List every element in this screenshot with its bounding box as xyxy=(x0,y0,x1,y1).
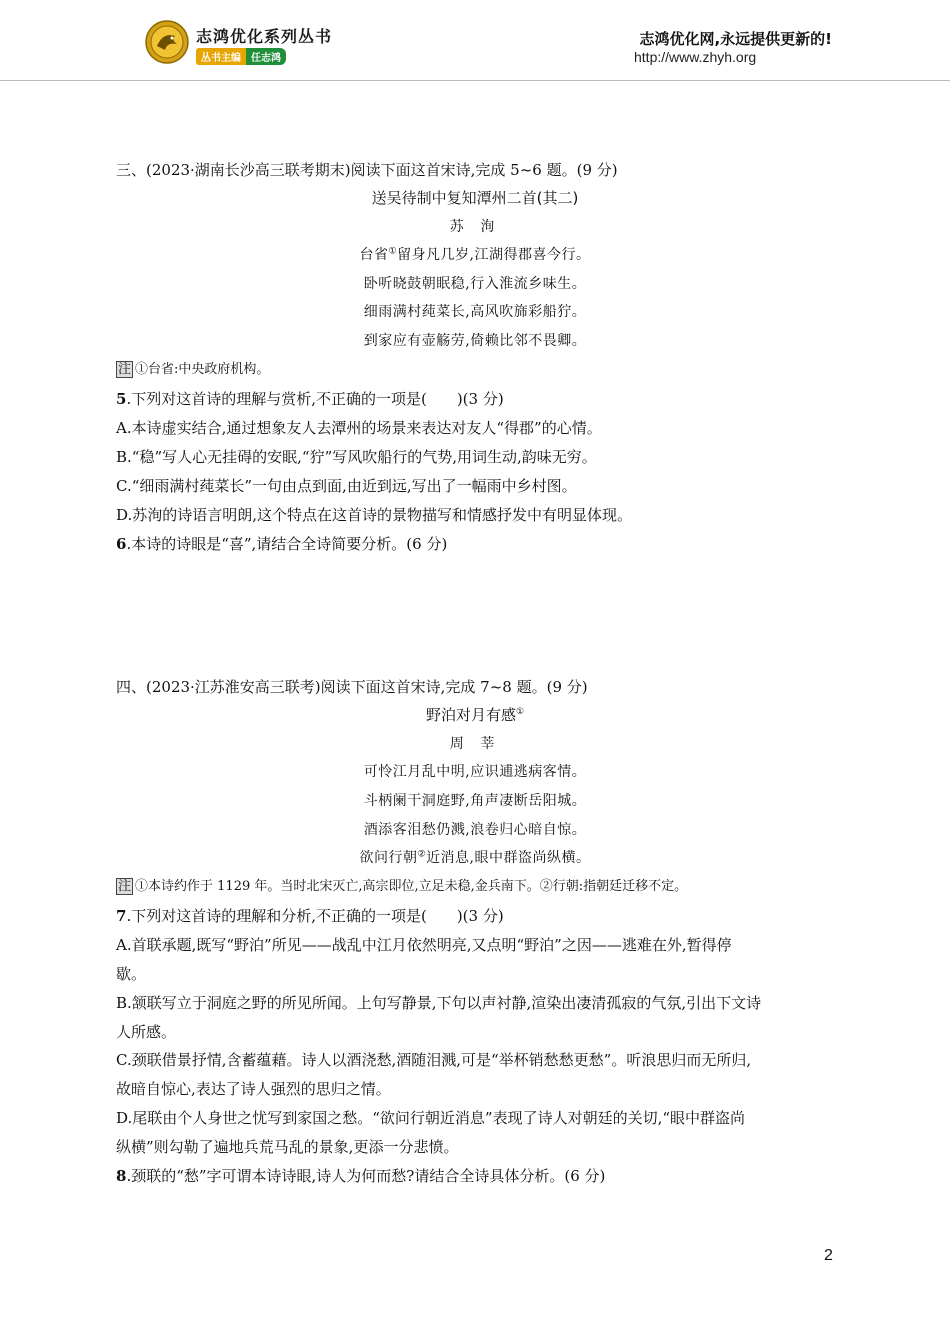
section4-verse-2: 斗柄阑干洞庭野,角声凄断岳阳城。 xyxy=(363,793,587,809)
section3-poem-author: 苏 洵 xyxy=(449,219,501,235)
q5-option-d: D.苏洵的诗语言明朗,这个特点在这首诗的景物描写和情感抒发中有明显体现。 xyxy=(116,506,633,524)
site-url-link[interactable]: http://www.zhyh.org xyxy=(634,49,757,65)
q7-option-b-line1: B.颔联写立于洞庭之野的所见所闻。上句写静景,下句以声衬静,渲染出凄清孤寂的气氛,引出下文诗 xyxy=(116,994,762,1012)
note-mark: 注 xyxy=(118,879,132,894)
section4-heading: 四、(2023·江苏淮安高三联考)阅读下面这首宋诗,完成 7~8 题。(9 分) xyxy=(116,678,588,696)
question-5: 5.下列对这首诗的理解与赏析,不正确的一项是( )(3 分) xyxy=(116,390,504,408)
q7-option-d-line2: 纵横”则勾勒了遍地兵荒马乱的景象,更添一分悲愤。 xyxy=(116,1138,459,1156)
section3-poem-title: 送吴待制中复知潭州二首(其二) xyxy=(371,189,579,207)
badge-editor-label: 丛书主编 xyxy=(196,48,246,65)
q7-option-b-line2: 人所感。 xyxy=(116,1023,177,1041)
section3-heading: 三、(2023·湖南长沙高三联考期末)阅读下面这首宋诗,完成 5~6 题。(9 分) xyxy=(116,161,618,179)
q5-option-c: C.“细雨满村莼菜长”一句由点到面,由近到远,写出了一幅雨中乡村图。 xyxy=(116,477,577,495)
section3-verse-1: 台省①留身凡几岁,江湖得郡喜今行。 xyxy=(359,246,591,263)
page-header xyxy=(0,0,950,80)
q5-option-b: B.“稳”写人心无挂碍的安眠,“狞”写风吹船行的气势,用词生动,韵味无穷。 xyxy=(116,448,597,466)
q5-option-a: A.本诗虚实结合,通过想象友人去潭州的场景来表达对友人“得郡”的心情。 xyxy=(116,419,602,437)
page-number: 2 xyxy=(824,1247,833,1264)
q7-option-a-line1: A.首联承题,既写“野泊”所见——战乱中江月依然明亮,又点明“野泊”之因——逃难在外,暂得停 xyxy=(116,936,732,954)
section4-note: 注 ①本诗约作于 1129 年。当时北宋灭亡,高宗即位,立足未稳,金兵南下。②行朝:指朝廷迁移不定。 xyxy=(118,879,688,894)
publisher-logo-icon xyxy=(145,20,189,64)
section4-verse-3: 酒添客泪愁仍溅,浪卷归心暗自惊。 xyxy=(363,822,587,838)
badge-editor-name: 任志鸿 xyxy=(246,48,286,65)
site-slogan: 志鸿优化网,永远提供更新的! xyxy=(639,30,832,48)
section3-verse-2: 卧听晓鼓朝眠稳,行入淮流乡味生。 xyxy=(363,276,587,292)
editor-badges xyxy=(196,48,286,65)
q7-option-c-line2: 故暗自惊心,表达了诗人强烈的思归之情。 xyxy=(116,1080,391,1098)
question-6: 6.本诗的诗眼是“喜”,请结合全诗简要分析。(6 分) xyxy=(116,535,448,553)
question-8: 8.颈联的“愁”字可谓本诗诗眼,诗人为何而愁?请结合全诗具体分析。(6 分) xyxy=(116,1167,606,1185)
section4-verse-4: 欲问行朝②近消息,眼中群盗尚纵横。 xyxy=(359,849,591,866)
section4-poem-author: 周 莘 xyxy=(449,736,501,752)
section4-verse-1: 可怜江月乱中明,应识逋逃病客情。 xyxy=(363,764,587,780)
q7-option-d-line1: D.尾联由个人身世之忧写到家国之愁。“欲问行朝近消息”表现了诗人对朝廷的关切,“眼中群盗尚 xyxy=(116,1109,746,1127)
q7-option-c-line1: C.颈联借景抒情,含蓄蕴藉。诗人以酒浇愁,酒随泪溅,可是“举杯销愁愁更愁”。听浪思归而无所归, xyxy=(116,1051,752,1069)
header-divider xyxy=(0,80,950,81)
section4-poem-title: 野泊对月有感① xyxy=(425,706,525,724)
series-title: 志鸿优化系列丛书 xyxy=(196,27,333,46)
section3-note: 注 ①台省:中央政府机构。 xyxy=(118,362,270,377)
section3-verse-4: 到家应有壶觞劳,倚赖比邻不畏卿。 xyxy=(363,333,587,349)
note-mark: 注 xyxy=(118,362,132,377)
question-7: 7.下列对这首诗的理解和分析,不正确的一项是( )(3 分) xyxy=(116,907,504,925)
q7-option-a-line2: 歇。 xyxy=(116,965,147,983)
section3-verse-3: 细雨满村莼菜长,高风吹旆彩船狞。 xyxy=(363,304,587,320)
